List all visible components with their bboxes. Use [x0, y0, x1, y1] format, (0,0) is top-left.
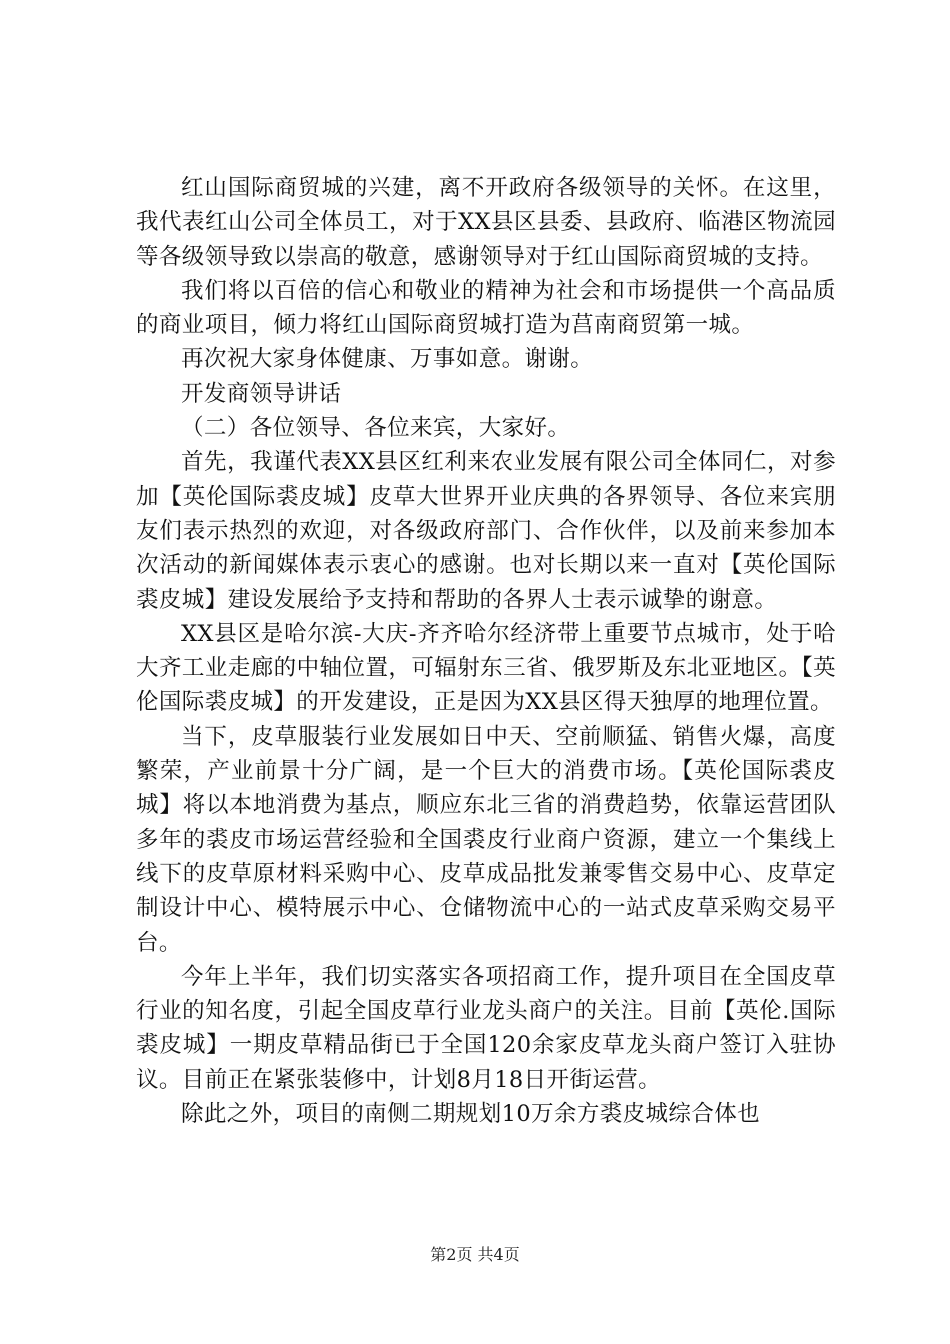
- paragraph: （二）各位领导、各位来宾，大家好。: [181, 415, 571, 442]
- section-heading: 开发商领导讲话: [181, 380, 342, 407]
- paragraph: 当下，皮草服装行业发展如日中天、空前顺猛、销售火爆，高度繁荣，产业前景十分广阔，是一个巨大的消费市场。【英伦国际裘皮城】将以本地消费为基点，顺应东北三省的消费趋势，依靠运营团队多年的裘皮市场运营经验和全国裘皮行业商户资源，建立一个集线上线下的皮草原材料采购中心、皮草成品批发兼零售交易中心、皮草定制设计中心、模特展示中心、仓储物流中心的一站式皮草采购交易平台。: [136, 723, 836, 956]
- paragraph: 红山国际商贸城的兴建，离不开政府各级领导的关怀。在这里，我代表红山公司全体员工，对于XX县区县委、县政府、临港区物流园等各级领导致以崇高的敬意，感谢领导对于红山国际商贸城的支持。: [136, 175, 836, 270]
- paragraph: XX县区是哈尔滨-大庆-齐齐哈尔经济带上重要节点城市，处于哈大齐工业走廊的中轴位置，可辐射东三省、俄罗斯及东北亚地区。【英伦国际裘皮城】的开发建设，正是因为XX县区得天独厚的地理位置。: [136, 620, 836, 716]
- paragraph: 今年上半年，我们切实落实各项招商工作，提升项目在全国皮草行业的知名度，引起全国皮草行业龙头商户的关注。目前【英伦.国际裘皮城】一期皮草精品街已于全国120余家皮草龙头商户签订入驻协议。目前正在紧张装修中，计划8月18日开街运营。: [136, 963, 836, 1093]
- paragraph: 首先，我谨代表XX县区红利来农业发展有限公司全体同仁，对参加【英伦国际裘皮城】皮草大世界开业庆典的各界领导、各位来宾朋友们表示热烈的欢迎，对各级政府部门、合作伙伴，以及前来参加本次活动的新闻媒体表示衷心的感谢。也对长期以来一直对【英伦国际裘皮城】建设发展给予支持和帮助的各界人士表示诚挚的谢意。: [136, 449, 836, 613]
- paragraph: 我们将以百倍的信心和敬业的精神为社会和市场提供一个高品质的商业项目，倾力将红山国际商贸城打造为莒南商贸第一城。: [136, 277, 836, 339]
- document-body: [136, 171, 836, 1131]
- paragraph: 除此之外，项目的南侧二期规划10万余方裘皮城综合体也: [181, 1101, 761, 1128]
- paragraph: 再次祝大家身体健康、万事如意。谢谢。: [181, 346, 594, 373]
- page-number-footer: 第2页 共4页: [430, 1245, 520, 1264]
